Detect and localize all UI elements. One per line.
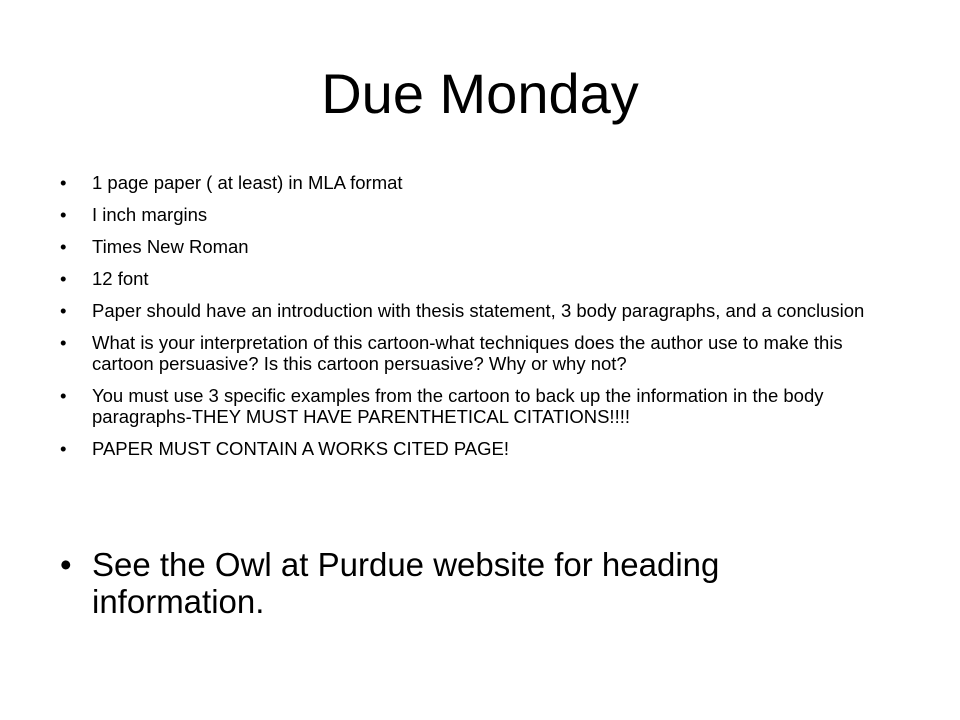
list-item [60, 268, 900, 289]
list-item [60, 438, 900, 459]
bullet-icon: • [60, 332, 67, 353]
requirements-list [60, 172, 900, 470]
list-item [60, 300, 900, 321]
bullet-icon: • [60, 204, 67, 225]
list-item [60, 172, 900, 193]
bullet-icon: • [60, 300, 67, 321]
list-item-text: 12 font [92, 268, 149, 289]
list-item-text: What is your interpretation of this cartoon-what techniques does the author use to make this cartoon persuasive? Is this cartoon persuasive? Why or why not? [92, 332, 843, 374]
bullet-icon: • [60, 546, 72, 583]
bullet-icon: • [60, 385, 67, 406]
bullet-icon: • [60, 172, 67, 193]
bullet-icon: • [60, 236, 67, 257]
list-item-text: I inch margins [92, 204, 208, 225]
bullet-icon: • [60, 438, 67, 459]
list-item-text: Paper should have an introduction with thesis statement, 3 body paragraphs, and a conclusion [92, 300, 865, 321]
list-item [60, 236, 900, 257]
footer-list [60, 546, 900, 620]
slide-title: Due Monday [321, 62, 639, 125]
list-item [60, 385, 900, 427]
list-item-text: You must use 3 specific examples from the cartoon to back up the information in the body paragraphs-THEY MUST HAVE PARENTHETICAL CITATIONS!!!! [92, 385, 824, 427]
list-item-text: 1 page paper ( at least) in MLA format [92, 172, 403, 193]
list-item-text: Times New Roman [92, 236, 249, 257]
list-item [60, 204, 900, 225]
footer-bullet-text: See the Owl at Purdue website for heading information. [92, 546, 720, 620]
bullet-icon: • [60, 268, 67, 289]
footer-bullet [60, 546, 900, 620]
list-item [60, 332, 900, 374]
list-item-text: PAPER MUST CONTAIN A WORKS CITED PAGE! [92, 438, 509, 459]
